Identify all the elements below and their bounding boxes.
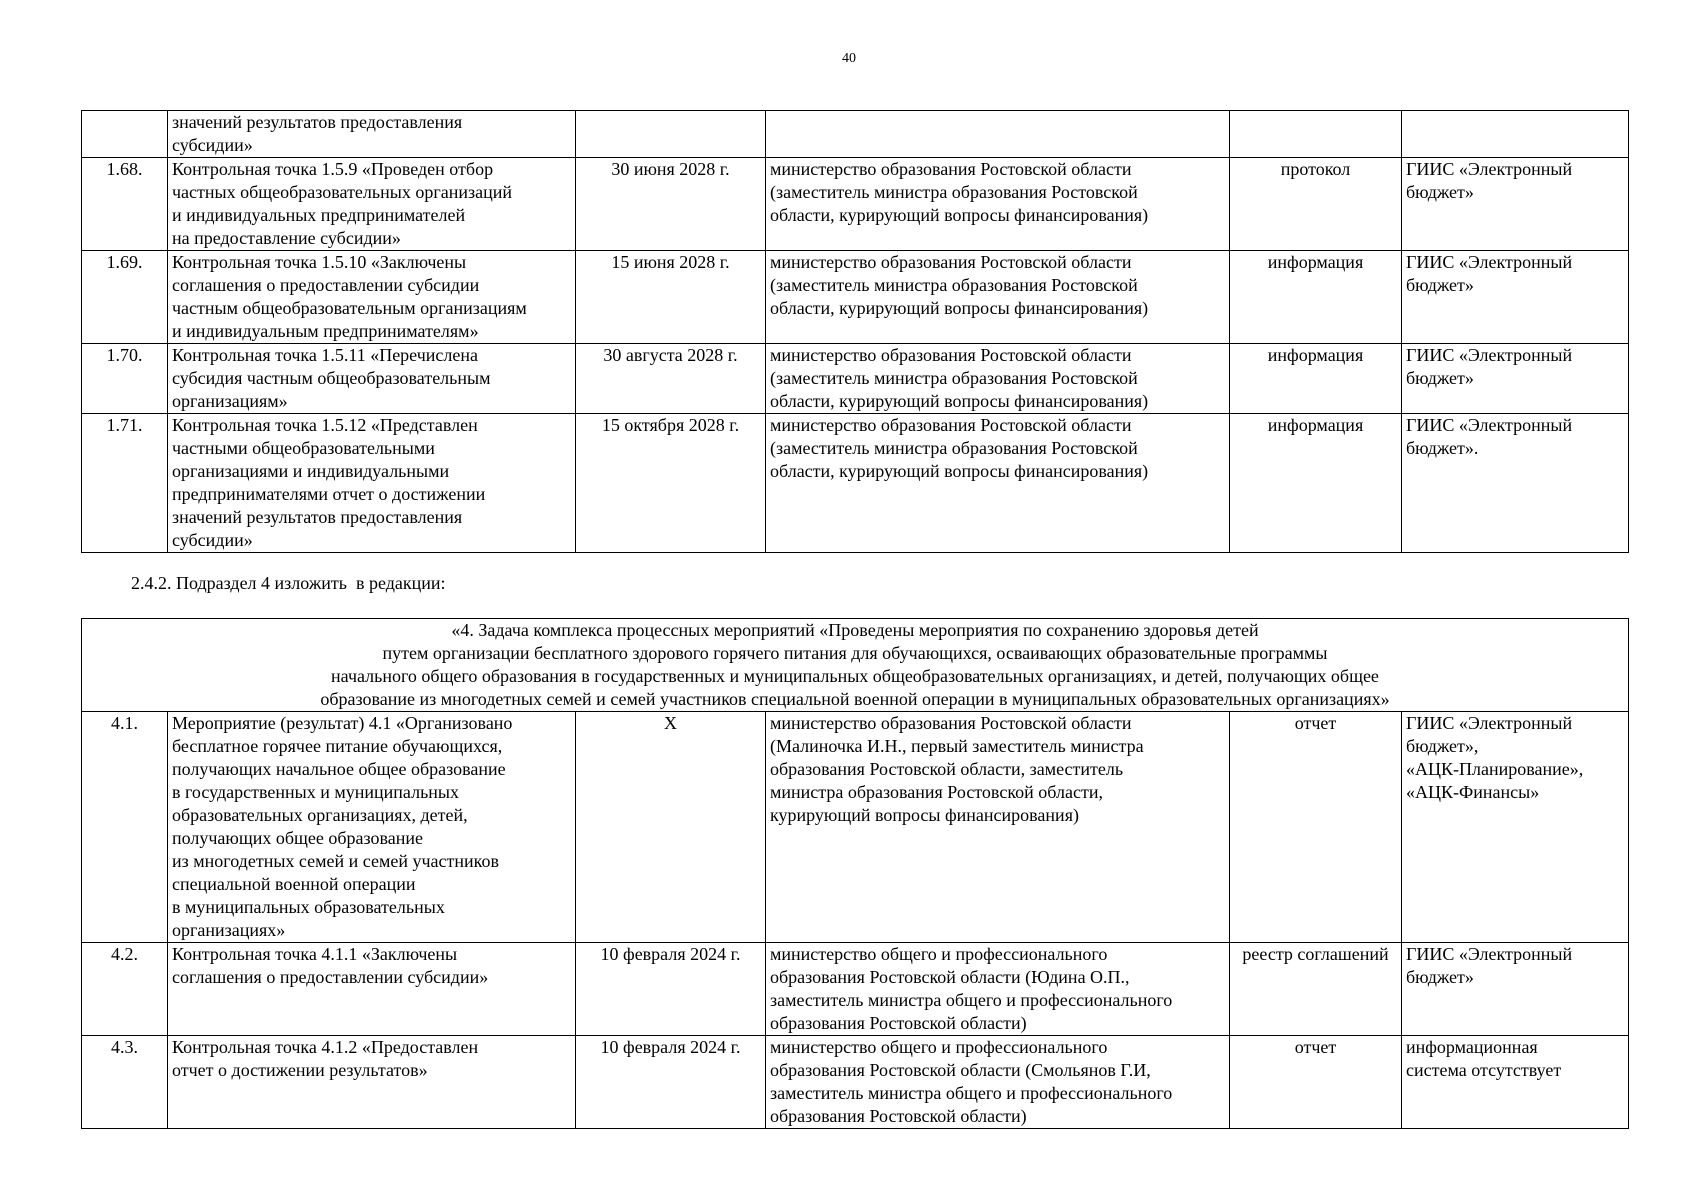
row-date: Х bbox=[576, 712, 766, 943]
table-row bbox=[82, 712, 1629, 943]
task-measures-table bbox=[81, 618, 1629, 1129]
table-row bbox=[82, 414, 1629, 553]
table-row bbox=[82, 251, 1629, 344]
row-responsible: министерство образования Ростовской области (заместитель министра образования Ростовской области, курирующий вопросы финансирования) bbox=[766, 158, 1230, 251]
row-responsible: министерство образования Ростовской области (Малиночка И.Н., первый заместитель министра образования Ростовской области, заместитель министра образования Ростовской области, курирующий вопросы финансирования) bbox=[766, 712, 1230, 943]
row-name: Мероприятие (результат) 4.1 «Организовано бесплатное горячее питание обучающихся, получающих начальное общее образование в государственных и муниципальных образовательных организациях, детей, получающих общее образование из многодетных семей и семей участников специальной военной операции в муниципальных образовательных организациях» bbox=[168, 712, 576, 943]
row-info-system: информационная система отсутствует bbox=[1402, 1036, 1629, 1129]
table-row bbox=[82, 344, 1629, 414]
row-date: 10 февраля 2024 г. bbox=[576, 943, 766, 1036]
row-date bbox=[576, 111, 766, 158]
row-name: значений результатов предоставления субсидии» bbox=[168, 111, 576, 158]
row-number: 1.70. bbox=[82, 344, 168, 414]
task-title-row bbox=[82, 619, 1629, 712]
table-row bbox=[82, 1036, 1629, 1129]
row-document-type bbox=[1230, 111, 1402, 158]
row-date: 30 августа 2028 г. bbox=[576, 344, 766, 414]
row-info-system: ГИИС «Электронный бюджет» bbox=[1402, 158, 1629, 251]
row-document-type: информация bbox=[1230, 251, 1402, 344]
row-info-system: ГИИС «Электронный бюджет», «АЦК-Планирование», «АЦК-Финансы» bbox=[1402, 712, 1629, 943]
row-number: 4.3. bbox=[82, 1036, 168, 1129]
row-responsible: министерство образования Ростовской области (заместитель министра образования Ростовской области, курирующий вопросы финансирования) bbox=[766, 344, 1230, 414]
table-row bbox=[82, 158, 1629, 251]
row-date: 10 февраля 2024 г. bbox=[576, 1036, 766, 1129]
row-name: Контрольная точка 4.1.1 «Заключены соглашения о предоставлении субсидии» bbox=[168, 943, 576, 1036]
row-number: 4.2. bbox=[82, 943, 168, 1036]
row-name: Контрольная точка 1.5.9 «Проведен отбор частных общеобразовательных организаций и индивидуальных предпринимателей на предоставление субсидии» bbox=[168, 158, 576, 251]
row-info-system bbox=[1402, 111, 1629, 158]
row-info-system: ГИИС «Электронный бюджет». bbox=[1402, 414, 1629, 553]
row-number bbox=[82, 111, 168, 158]
row-name: Контрольная точка 4.1.2 «Предоставлен отчет о достижении результатов» bbox=[168, 1036, 576, 1129]
row-responsible bbox=[766, 111, 1230, 158]
row-document-type: информация bbox=[1230, 414, 1402, 553]
row-document-type: отчет bbox=[1230, 712, 1402, 943]
row-document-type: реестр соглашений bbox=[1230, 943, 1402, 1036]
task-title: «4. Задача комплекса процессных мероприятий «Проведены мероприятия по сохранению здоровья детей путем организации бесплатного здорового горячего питания для обучающихся, осваивающих образовательные программы начального общего образования в государственных и муниципальных общеобразовательных организациях, и детей, получающих общее образование из многодетных семей и семей участников специальной военной операции в муниципальных образовательных организациях» bbox=[82, 619, 1629, 712]
row-responsible: министерство общего и профессионального образования Ростовской области (Юдина О.П., заместитель министра общего и профессионального образования Ростовской области) bbox=[766, 943, 1230, 1036]
row-date: 15 июня 2028 г. bbox=[576, 251, 766, 344]
page-number: 40 bbox=[842, 51, 856, 66]
row-document-type: протокол bbox=[1230, 158, 1402, 251]
row-document-type: информация bbox=[1230, 344, 1402, 414]
row-number: 1.69. bbox=[82, 251, 168, 344]
row-name: Контрольная точка 1.5.10 «Заключены соглашения о предоставлении субсидии частным общеобразовательным организациям и индивидуальным предпринимателям» bbox=[168, 251, 576, 344]
row-date: 30 июня 2028 г. bbox=[576, 158, 766, 251]
table-row bbox=[82, 943, 1629, 1036]
row-date: 15 октября 2028 г. bbox=[576, 414, 766, 553]
row-info-system: ГИИС «Электронный бюджет» bbox=[1402, 943, 1629, 1036]
row-name: Контрольная точка 1.5.12 «Представлен частными общеобразовательными организациями и индивидуальными предпринимателями отчет о достижении значений результатов предоставления субсидии» bbox=[168, 414, 576, 553]
row-number: 1.71. bbox=[82, 414, 168, 553]
table-row bbox=[82, 111, 1629, 158]
control-points-table bbox=[81, 110, 1629, 553]
row-responsible: министерство общего и профессионального образования Ростовской области (Смольянов Г.И, заместитель министра общего и профессионального образования Ростовской области) bbox=[766, 1036, 1230, 1129]
row-number: 1.68. bbox=[82, 158, 168, 251]
row-number: 4.1. bbox=[82, 712, 168, 943]
row-info-system: ГИИС «Электронный бюджет» bbox=[1402, 251, 1629, 344]
row-name: Контрольная точка 1.5.11 «Перечислена субсидия частным общеобразовательным организациям» bbox=[168, 344, 576, 414]
section-heading: 2.4.2. Подраздел 4 изложить в редакции: bbox=[131, 573, 446, 593]
row-info-system: ГИИС «Электронный бюджет» bbox=[1402, 344, 1629, 414]
row-responsible: министерство образования Ростовской области (заместитель министра образования Ростовской области, курирующий вопросы финансирования) bbox=[766, 414, 1230, 553]
row-document-type: отчет bbox=[1230, 1036, 1402, 1129]
row-responsible: министерство образования Ростовской области (заместитель министра образования Ростовской области, курирующий вопросы финансирования) bbox=[766, 251, 1230, 344]
